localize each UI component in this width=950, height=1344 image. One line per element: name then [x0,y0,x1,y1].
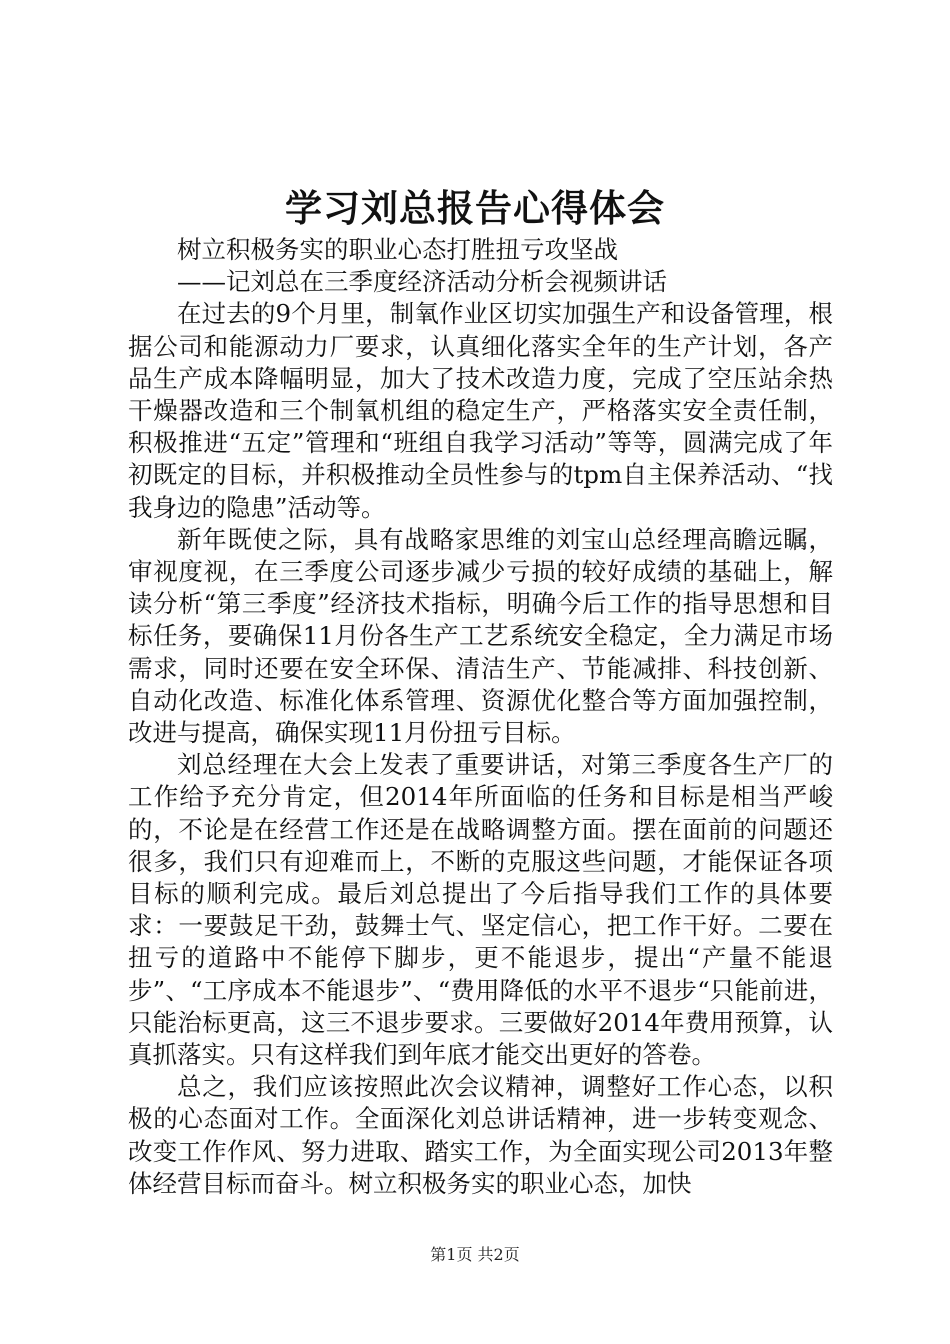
paragraph-3: 刘总经理在大会上发表了重要讲话，对第三季度各生产厂的工作给予充分肯定，但2014年所面临的任务和目标是相当严峻的，不论是在经营工作还是在战略调整方面。摆在面前的问题还很多，我们只有迎难而上，不断的克服这些问题，才能保证各项目标的顺利完成。最后刘总提出了今后指导我们工作的具体要求：一要鼓足干劲，鼓舞士气、坚定信心，把工作干好。二要在扭亏的道路中不能停下脚步，更不能退步，提出“产量不能退步”、“工序成本不能退步”、“费用降低的水平不退步“只能前进，只能治标更高，这三不退步要求。三要做好2014年费用预算，认真抓落实。只有这样我们到年底才能交出更好的答卷。 [128,750,833,1070]
subtitle-line-2: ——记刘总在三季度经济活动分析会视频讲话 [177,267,667,297]
subtitle-line-1: 树立积极务实的职业心态打胜扭亏攻坚战 [177,235,618,264]
document-title: 学习刘总报告心得体会 [285,186,665,230]
document-body [128,234,833,1200]
paragraph-2: 新年既使之际，具有战略家思维的刘宝山总经理高瞻远瞩，审视度视，在三季度公司逐步减少亏损的较好成绩的基础上，解读分析“第三季度”经济技术指标，明确今后工作的指导思想和目标任务，要确保11月份各生产工艺系统安全稳定，全力满足市场需求，同时还要在安全环保、清洁生产、节能减排、科技创新、自动化改造、标准化体系管理、资源优化整合等方面加强控制，改进与提高，确保实现11月份扭亏目标。 [128,524,833,748]
paragraph-1: 在过去的9个月里，制氧作业区切实加强生产和设备管理，根据公司和能源动力厂要求，认真细化落实全年的生产计划，各产品生产成本降幅明显，加大了技术改造力度，完成了空压站余热干燥器改造和三个制氧机组的稳定生产，严格落实安全责任制，积极推进“五定”管理和“班组自我学习活动”等等，圆满完成了年初既定的目标，并积极推动全员性参与的tpm自主保养活动、“找我身边的隐患”活动等。 [128,299,833,522]
paragraph-4: 总之，我们应该按照此次会议精神，调整好工作心态，以积极的心态面对工作。全面深化刘总讲话精神，进一步转变观念、改变工作作风、努力进取、踏实工作，为全面实现公司2013年整体经营目标而奋斗。树立积极务实的职业心态，加快 [128,1072,833,1198]
page-number-footer: 第1页 共2页 [430,1245,520,1264]
